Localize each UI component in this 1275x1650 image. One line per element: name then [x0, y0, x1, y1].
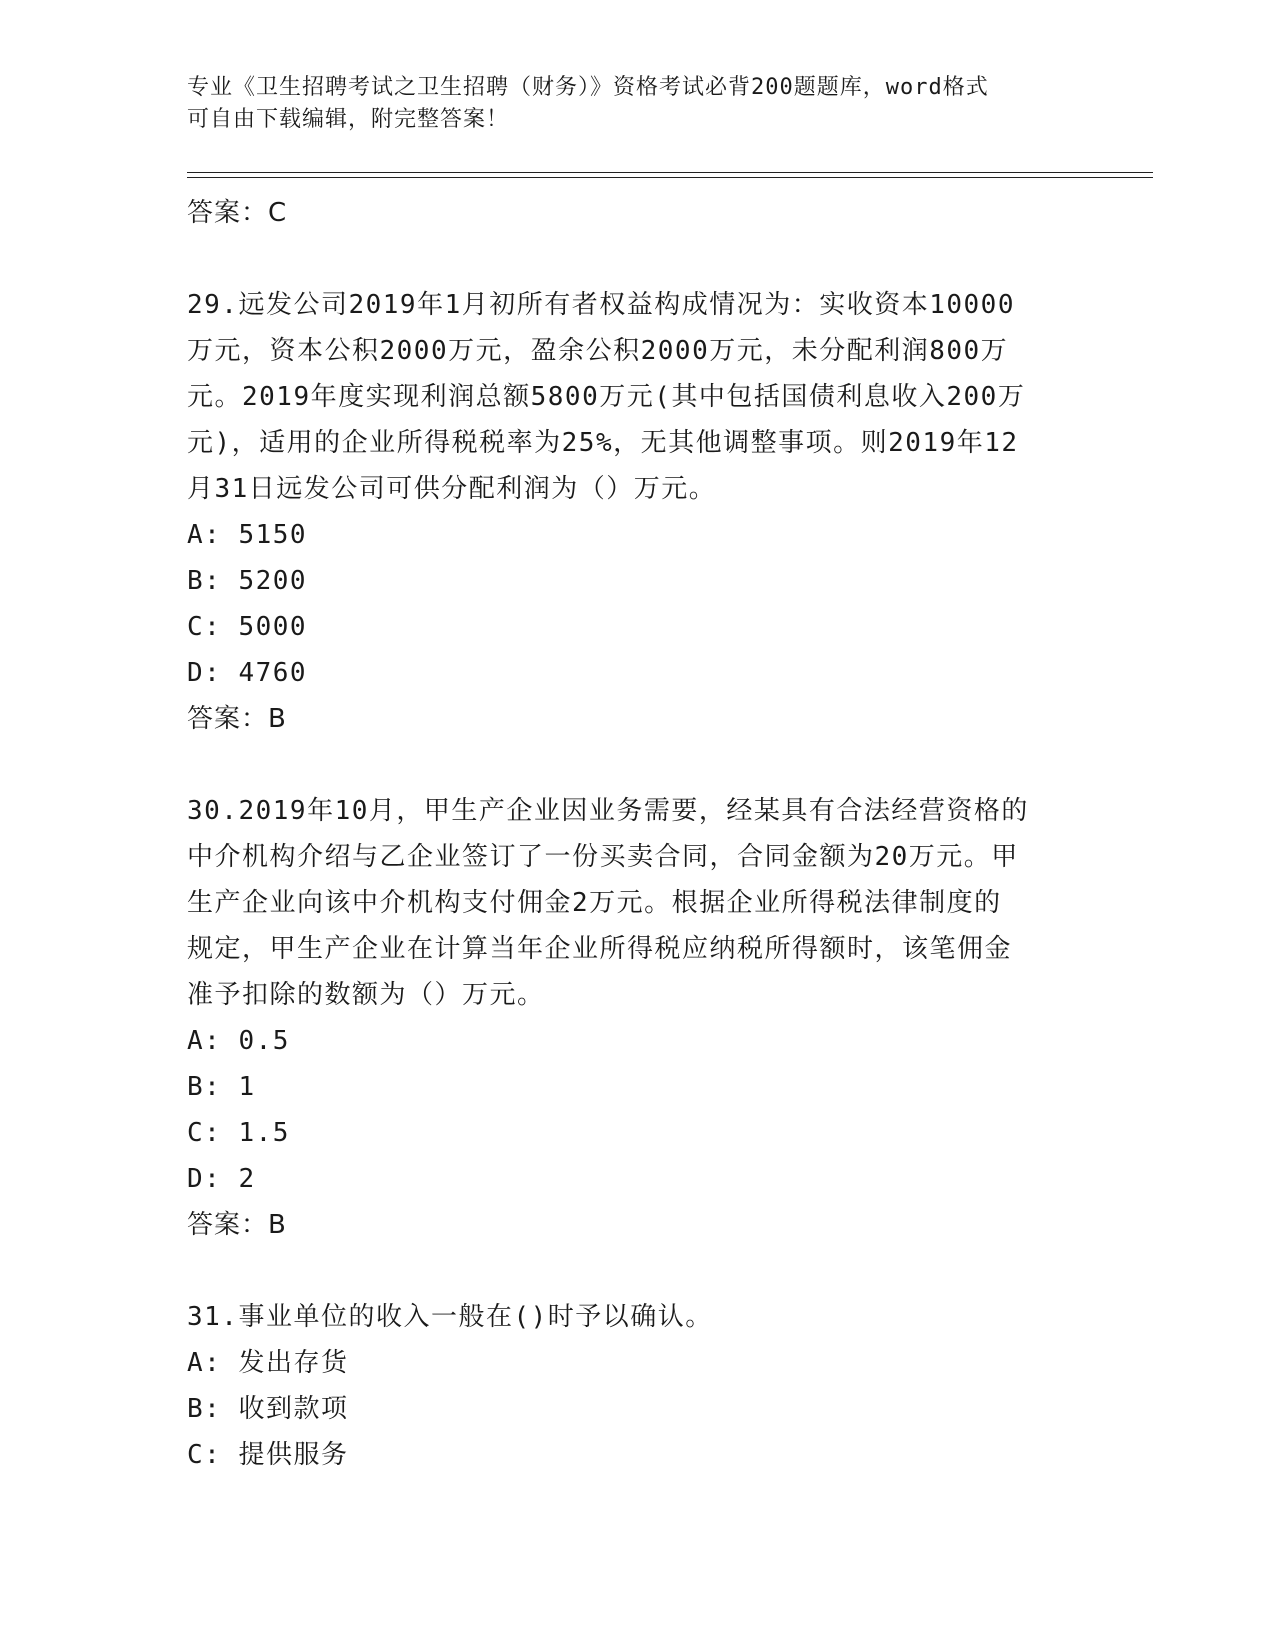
question-text-line: 元)，适用的企业所得税税率为25%，无其他调整事项。则2019年12	[187, 428, 1019, 458]
option-b: B: 收到款项	[187, 1394, 349, 1424]
header-rule-top	[187, 172, 1153, 173]
option-a: A: 5150	[187, 520, 308, 550]
document-body	[187, 190, 1087, 1478]
header-line: 可自由下载编辑，附完整答案！	[187, 107, 510, 132]
question-text-line: 准予扣除的数额为（）万元。	[187, 980, 545, 1010]
question-text-line: 中介机构介绍与乙企业签订了一份买卖合同，合同金额为20万元。甲	[187, 842, 1019, 872]
question-text-line: 29.远发公司2019年1月初所有者权益构成情况为：实收资本10000	[187, 290, 1015, 320]
answer-line: 答案：B	[187, 1210, 287, 1240]
question-text-line: 生产企业向该中介机构支付佣金2万元。根据企业所得税法律制度的	[187, 888, 1002, 918]
answer-line: 答案：B	[187, 704, 287, 734]
answer-line: 答案：C	[187, 198, 288, 228]
option-c: C: 提供服务	[187, 1440, 349, 1470]
question-text-line: 31.事业单位的收入一般在()时予以确认。	[187, 1302, 713, 1332]
option-b: B: 5200	[187, 566, 308, 596]
question-text-line: 万元，资本公积2000万元，盈余公积2000万元，未分配利润800万	[187, 336, 1009, 366]
option-c: C: 1.5	[187, 1118, 290, 1148]
option-a: A: 发出存货	[187, 1348, 349, 1378]
header-line: 专业《卫生招聘考试之卫生招聘（财务）》资格考试必背200题题库，word格式	[187, 75, 989, 100]
question-29	[187, 282, 1087, 742]
option-c: C: 5000	[187, 612, 308, 642]
question-31	[187, 1294, 1087, 1478]
document-header	[187, 72, 1067, 136]
option-a: A: 0.5	[187, 1026, 290, 1056]
option-d: D: 2	[187, 1164, 256, 1194]
header-rule-bottom	[187, 177, 1153, 178]
question-30	[187, 788, 1087, 1248]
question-text-line: 月31日远发公司可供分配利润为（）万元。	[187, 474, 717, 504]
option-b: B: 1	[187, 1072, 256, 1102]
question-text-line: 规定，甲生产企业在计算当年企业所得税应纳税所得额时，该笔佣金	[187, 934, 1013, 964]
question-text-line: 元。2019年度实现利润总额5800万元(其中包括国债利息收入200万	[187, 382, 1026, 412]
option-d: D: 4760	[187, 658, 308, 688]
question-text-line: 30.2019年10月，甲生产企业因业务需要，经某具有合法经营资格的	[187, 796, 1029, 826]
